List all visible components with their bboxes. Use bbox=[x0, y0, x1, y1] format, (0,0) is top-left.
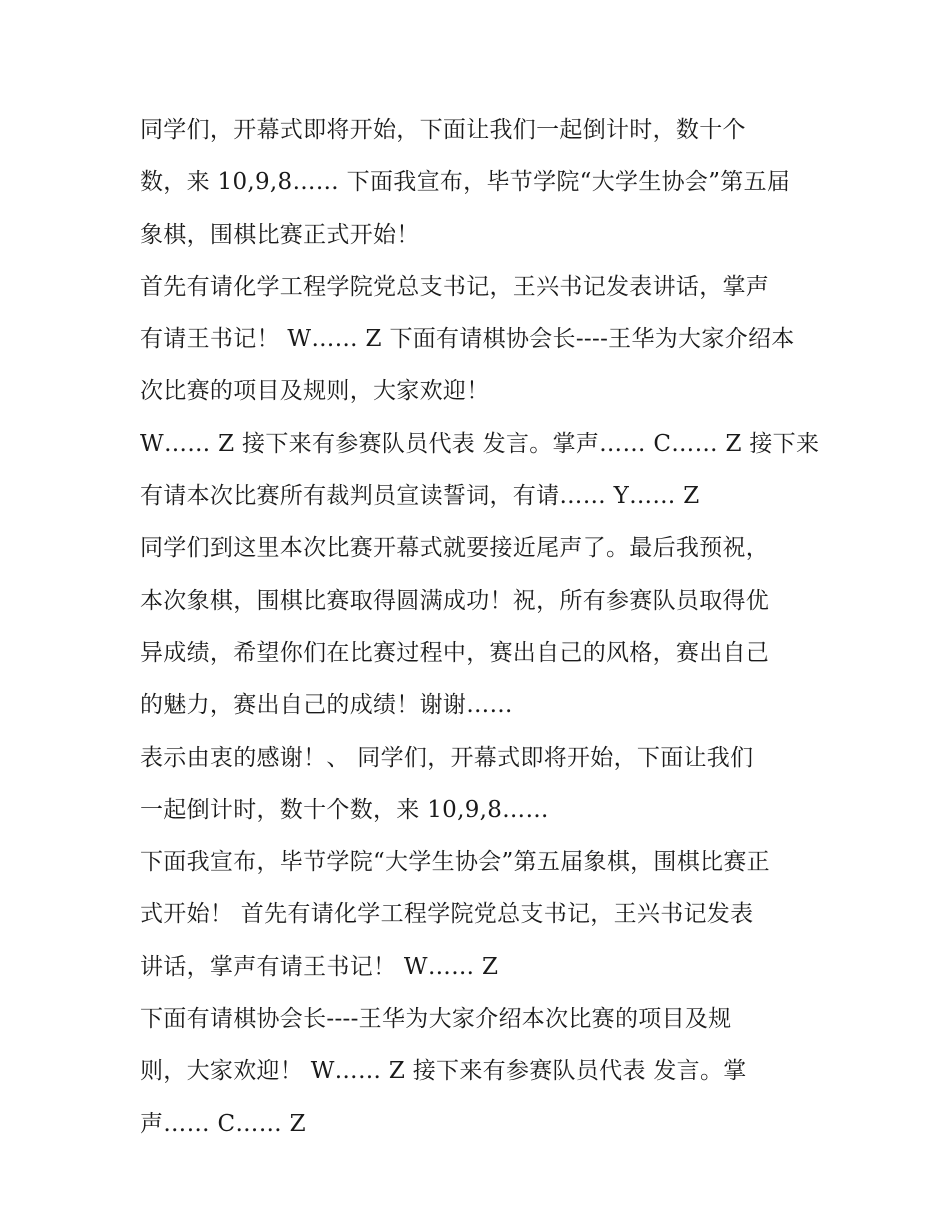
text-line: 声…… C…… Z bbox=[140, 1110, 306, 1137]
text-line: 异成绩，希望你们在比赛过程中，赛出自己的风格，赛出自己 bbox=[140, 639, 770, 666]
text-line: 同学们，开幕式即将开始，下面让我们一起倒计时，数十个 bbox=[140, 117, 746, 143]
text-line: 有请王书记！ W…… Z 下面有请棋协会长----王华为大家介绍本 bbox=[140, 326, 795, 353]
text-line: 下面我宣布，毕节学院“大学生协会”第五届象棋，围棋比赛正 bbox=[140, 849, 770, 876]
text-line: 下面有请棋协会长----王华为大家介绍本次比赛的项目及规 bbox=[140, 1006, 732, 1033]
text-line: 式开始！ 首先有请化学工程学院党总支书记，王兴书记发表 bbox=[140, 901, 754, 928]
text-line: 本次象棋，围棋比赛取得圆满成功！祝，所有参赛队员取得优 bbox=[140, 587, 770, 614]
text-line: 一起倒计时，数十个数，来 10,9,8…… bbox=[140, 796, 549, 823]
text-line: 同学们到这里本次比赛开幕式就要接近尾声了。最后我预祝， bbox=[140, 535, 770, 562]
text-line: 象棋，围棋比赛正式开始！ bbox=[140, 221, 420, 248]
text-line: 首先有请化学工程学院党总支书记，王兴书记发表讲话，掌声 bbox=[140, 273, 770, 300]
text-line: 的魅力，赛出自己的成绩！谢谢…… bbox=[140, 692, 513, 719]
text-line: 表示由衷的感谢！、 同学们，开幕式即将开始，下面让我们 bbox=[140, 744, 754, 771]
text-line: 数，来 10,9,8…… 下面我宣布，毕节学院“大学生协会”第五届 bbox=[140, 169, 791, 196]
text-line: 讲话，掌声有请王书记！ W…… Z bbox=[140, 953, 499, 980]
text-line: W…… Z 接下来有参赛队员代表 发言。掌声…… C…… Z 接下来 bbox=[140, 430, 820, 457]
text-line: 有请本次比赛所有裁判员宣读誓词，有请…… Y…… Z bbox=[140, 483, 700, 510]
document-body bbox=[140, 104, 830, 1150]
text-line: 则，大家欢迎！ W…… Z 接下来有参赛队员代表 发言。掌 bbox=[140, 1058, 747, 1085]
text-line: 次比赛的项目及规则，大家欢迎！ bbox=[140, 378, 490, 405]
